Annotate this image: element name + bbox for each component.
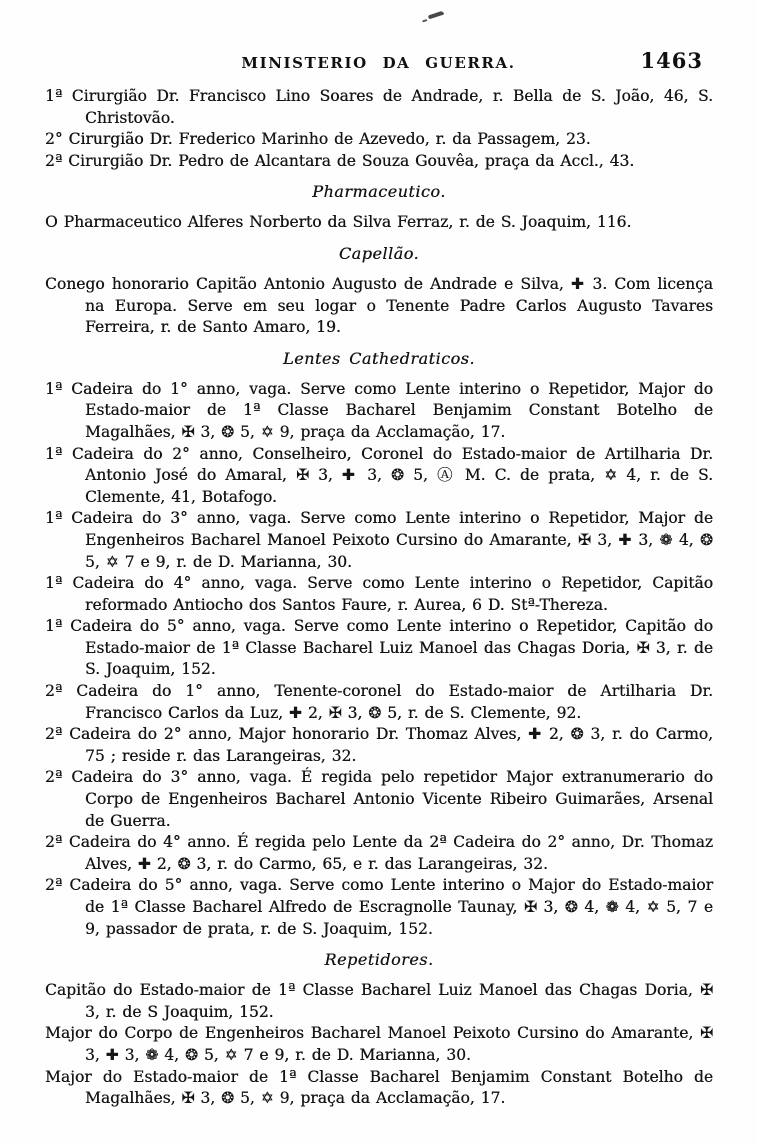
entry-lentes-cathedraticos-1: 1ª Cadeira do 2° anno, Conselheiro, Coronel do Estado-maior de Artilharia Dr. Antonio José do Amaral, ✠ 3, ✚ 3, ❂ 5, Ⓐ M. C. de prata, ✡ 4, r. de S. Clemente, 41, Botafogo. — [45, 444, 713, 506]
entry-lentes-cathedraticos-4: 1ª Cadeira do 5° anno, vaga. Serve como Lente interino o Repetidor, Capitão do Estado-maior de 1ª Classe Bacharel Luiz Manoel das Chagas Doria, ✠ 3, r. de S. Joaquim, 152. — [45, 617, 713, 679]
entry-cirurgioes-0: 1ª Cirurgião Dr. Francisco Lino Soares de Andrade, r. Bella de S. João, 46, S. Christovão. — [45, 87, 713, 127]
entry-cirurgioes-2: 2ª Cirurgião Dr. Pedro de Alcantara de Souza Gouvêa, praça da Accl., 43. — [45, 151, 635, 170]
entry-lentes-cathedraticos-7: 2ª Cadeira do 3° anno, vaga. É regida pelo repetidor Major extranumerario do Corpo de Engenheiros Bacharel Antonio Vicente Ribeiro Guimarães, Arsenal de Guerra. — [45, 768, 713, 830]
entry-cirurgioes-1: 2° Cirurgião Dr. Frederico Marinho de Azevedo, r. da Passagem, 23. — [45, 130, 591, 149]
section-heading-repetidores: Repetidores. — [324, 950, 434, 970]
entry-lentes-cathedraticos-2: 1ª Cadeira do 3° anno, vaga. Serve como Lente interino o Repetidor, Major de Engenheiros Bacharel Manoel Peixoto Cursino do Amarante, ✠ 3, ✚ 3, ❁ 4, ❂ 5, ✡ 7 e 9, r. de D. Marianna, 30. — [45, 509, 713, 571]
page-header — [0, 0, 757, 88]
entry-repetidores-0: Capitão do Estado-maior de 1ª Classe Bacharel Luiz Manoel das Chagas Doria, ✠ 3, r. de S Joaquim, 152. — [45, 981, 713, 1021]
page-number: 1463 — [640, 48, 703, 73]
document-body — [45, 86, 713, 1110]
entry-lentes-cathedraticos-5: 2ª Cadeira do 1° anno, Tenente-coronel do Estado-maior de Artilharia Dr. Francisco Carlos da Luz, ✚ 2, ✠ 3, ❂ 5, r. de S. Clemente, 92. — [45, 682, 713, 722]
entry-lentes-cathedraticos-3: 1ª Cadeira do 4° anno, vaga. Serve como Lente interino o Repetidor, Capitão reformado Antiocho dos Santos Faure, r. Aurea, 6 D. Stª-Thereza. — [45, 574, 713, 614]
entry-repetidores-2: Major do Estado-maior de 1ª Classe Bacharel Benjamim Constant Botelho de Magalhães, ✠ 3, ❂ 5, ✡ 9, praça da Acclamação, 17. — [45, 1067, 713, 1108]
entry-capellao-0: Conego honorario Capitão Antonio Augusto de Andrade e Silva, ✚ 3. Com licença na Europa. Serve em seu logar o Tenente Padre Carlos Augusto Tavares Ferreira, r. de Santo Amaro, 19. — [45, 274, 713, 337]
section-heading-pharmaceutico: Pharmaceutico. — [312, 182, 446, 202]
entry-lentes-cathedraticos-6: 2ª Cadeira do 2° anno, Major honorario Dr. Thomaz Alves, ✚ 2, ❂ 3, r. do Carmo, 75 ; reside r. das Larangeiras, 32. — [45, 725, 713, 765]
section-heading-capellao: Capellão. — [338, 243, 420, 263]
section-heading-lentes-cathedraticos: Lentes Cathedraticos. — [283, 348, 475, 368]
entry-repetidores-1: Major do Corpo de Engenheiros Bacharel Manoel Peixoto Cursino do Amarante, ✠ 3, ✚ 3, ❁ 4, ❂ 5, ✡ 7 e 9, r. de D. Marianna, 30. — [45, 1024, 713, 1064]
entry-lentes-cathedraticos-8: 2ª Cadeira do 4° anno. É regida pelo Lente da 2ª Cadeira do 2° anno, Dr. Thomaz Alves, ✚ 2, ❂ 3, r. do Carmo, 65, e r. das Larangeiras, 32. — [45, 833, 713, 873]
entry-pharmaceutico-0: O Pharmaceutico Alferes Norberto da Silva Ferraz, r. de S. Joaquim, 116. — [45, 213, 632, 232]
entry-lentes-cathedraticos-0: 1ª Cadeira do 1° anno, vaga. Serve como Lente interino o Repetidor, Major do Estado-maior de 1ª Classe Bacharel Benjamim Constant Botelho de Magalhães, ✠ 3, ❂ 5, ✡ 9, praça da Acclamação, 17. — [45, 379, 713, 441]
running-title: MINISTERIO DA GUERRA. — [241, 54, 516, 72]
entry-lentes-cathedraticos-9: 2ª Cadeira do 5° anno, vaga. Serve como Lente interino o Major do Estado-maior de 1ª Classe Bacharel Alfredo de Escragnolle Taunay, ✠ 3, ❂ 4, ❁ 4, ✡ 5, 7 e 9, passador de prata, r. de S. Joaquim, 152. — [45, 876, 713, 938]
